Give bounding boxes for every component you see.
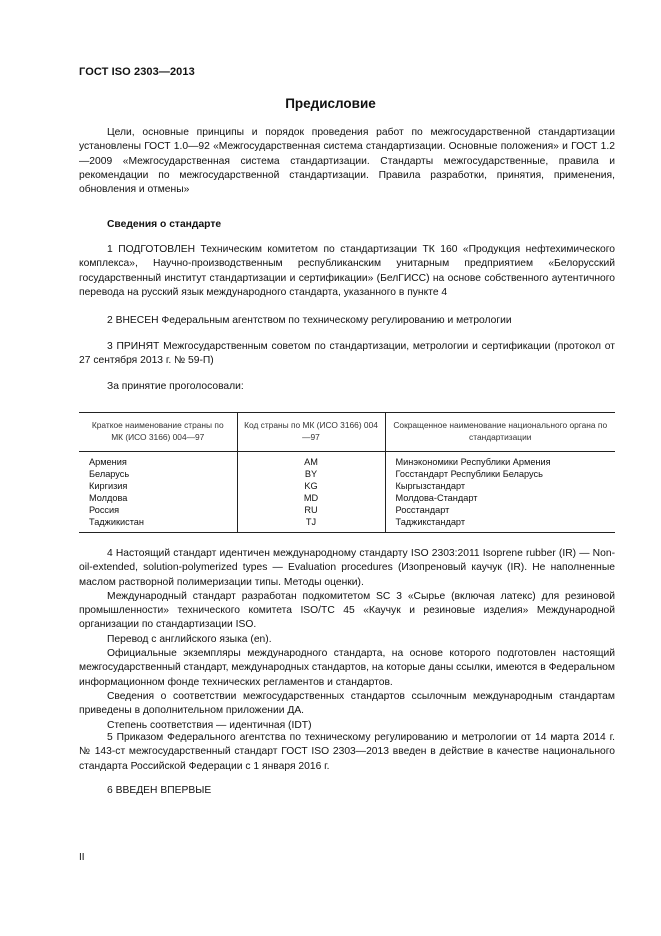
standards-body: Кыргызстандарт: [385, 481, 615, 493]
standards-body: Молдова-Стандарт: [385, 493, 615, 505]
item-4-developer: Международный стандарт разработан подкомитетом SC 3 «Сырье (включая латекс) для резиновой промышленности» технического комитета ISO/TC 45 «Каучук и резиновые изделия» Международной организации по стандартизации ISO.: [79, 590, 615, 631]
country-name: Таджикистан: [79, 517, 237, 533]
header-country-name: Краткое наименование страны по МК (ИСО 3166) 004—97: [79, 413, 237, 452]
intro-paragraph: Цели, основные принципы и порядок проведения работ по межгосударственной стандартизации установлены ГОСТ 1.0—92 «Межгосударственная система стандартизации. Основные положения» и ГОСТ 1.2—2009 «Межгосударственная система стандартизации. Стандарты межгосударственные, правила и рекомендации по межгосударственной стандартизации. Правила разработки, принятия, применения, обновления и отмены»: [79, 127, 615, 196]
country-code: RU: [237, 505, 385, 517]
country-name: Россия: [89, 504, 120, 515]
item-4-text: 4 Настоящий стандарт идентичен международному стандарту ISO 2303:2011 Isoprene rubber (IR) — Non-oil-extended, solution-polymerized types — Evaluation procedures (Изопреновый каучук (IR). Не наполненные маслом растворной полимеризации типы. Методы оценки).: [79, 548, 615, 588]
table-header-row: [79, 413, 615, 452]
item-2-text: 2 ВНЕСЕН Федеральным агентством по техническому регулированию и метрологии: [107, 315, 512, 326]
item-6-text: 6 ВВЕДЕН ВПЕРВЫЕ: [107, 785, 212, 796]
table-row: [79, 452, 615, 469]
standards-body: Росстандарт: [385, 505, 615, 517]
voted-label-block: [79, 380, 615, 394]
table-row: [79, 505, 615, 517]
item-4: [79, 547, 615, 733]
item-3: [79, 340, 615, 369]
country-code: TJ: [237, 517, 385, 533]
table-row: [79, 469, 615, 481]
item-4-compliance: Степень соответствия — идентичная (IDT): [107, 719, 312, 731]
item-5-text: 5 Приказом Федерального агентства по техническому регулированию и метрологии от 14 марта 2014 г. № 143-ст межгосударственный стандарт ГОСТ ISO 2303—2013 введен в действие в качестве национального стандарта Российской Федерации с 1 января 2016 г.: [79, 732, 615, 772]
country-name: Молдова: [89, 492, 128, 503]
section-heading: Сведения о стандарте: [107, 219, 222, 230]
page-number: II: [79, 852, 85, 863]
item-4-references: Сведения о соответствии межгосударственных стандартов ссылочным международным стандартам приведены в дополнительном приложении ДА.: [79, 690, 615, 717]
item-4-translation: Перевод с английского языка (en).: [107, 633, 272, 645]
item-2: [79, 314, 615, 328]
table-row: [79, 493, 615, 505]
voted-label: За принятие проголосовали:: [107, 381, 244, 392]
country-code: KG: [237, 481, 385, 493]
document-header: ГОСТ ISO 2303—2013: [79, 66, 195, 78]
item-3-text: 3 ПРИНЯТ Межгосударственным советом по стандартизации, метрологии и сертификации (протокол от 27 сентября 2013 г. № 59-П): [79, 341, 615, 367]
page-title: Предисловие: [285, 96, 376, 111]
intro-section: [79, 126, 615, 197]
table-row: [79, 517, 615, 533]
country-name: Киргизия: [89, 480, 128, 491]
item-4-official-copies: Официальные экземпляры международного стандарта, на основе которого подготовлен настоящий межгосударственный стандарт, международных стандартов, на которые даны ссылки, имеются в Федеральном информационном фонде технических регламентов и стандартов.: [79, 648, 615, 688]
standards-body: Таджикстандарт: [385, 517, 615, 533]
table-row: [79, 481, 615, 493]
country-code: BY: [237, 469, 385, 481]
item-6: [79, 784, 615, 798]
country-name: Армения: [89, 457, 127, 467]
country-name: Беларусь: [89, 468, 130, 479]
standards-body: Минэкономики Республики Армения: [385, 452, 615, 469]
standards-body: Госстандарт Республики Беларусь: [385, 469, 615, 481]
country-code: AM: [237, 452, 385, 469]
item-1-text: 1 ПОДГОТОВЛЕН Техническим комитетом по стандартизации ТК 160 «Продукция нефтехимического комплекса», Научно-производственным республиканским унитарным предприятием «Белорусский государственный институт стандартизации и сертификации» (БелГИСС) на основе собственного аутентичного перевода на русский язык международного стандарта, указанного в пункте 4: [79, 244, 615, 298]
header-country-code: Код страны по МК (ИСО 3166) 004—97: [237, 413, 385, 452]
item-5: [79, 731, 615, 774]
country-code: MD: [237, 493, 385, 505]
header-standards-body: Сокращенное наименование национального органа по стандартизации: [385, 413, 615, 452]
item-1: [79, 243, 615, 300]
voting-countries-table: [79, 412, 615, 533]
